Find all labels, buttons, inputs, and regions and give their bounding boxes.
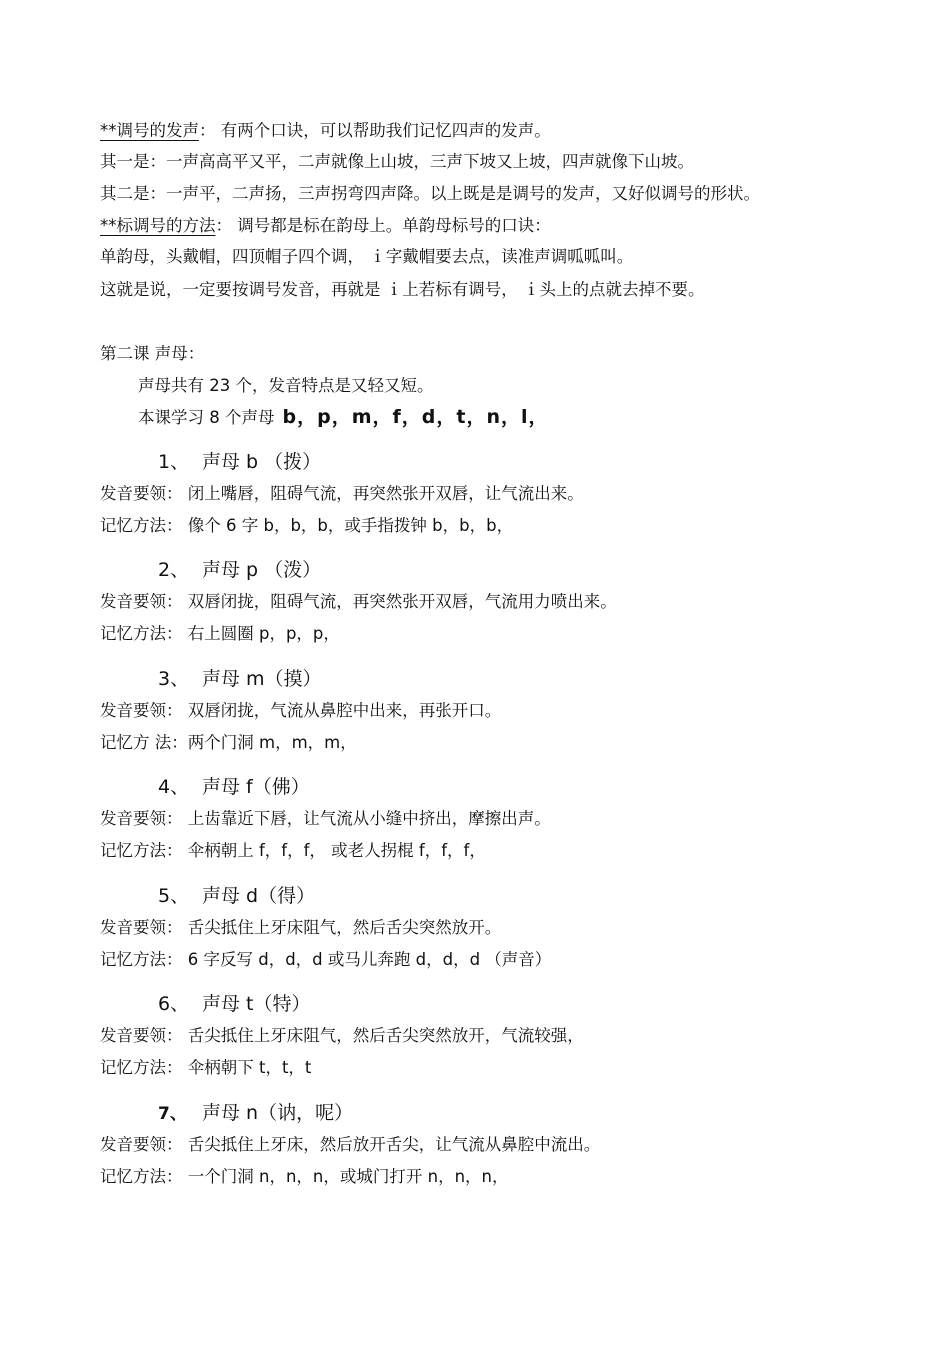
intro-line-6: 这就是说，一定要按调号发音，再就是 ｉ上若标有调号， ｉ头上的点就去掉不要。 bbox=[100, 280, 705, 299]
tone-mark-text: ： 调号都是标在韵母上。单韵母标号的口诀： bbox=[215, 216, 551, 235]
lesson-count: 声母共有 23 个，发音特点是又轻又短。 bbox=[138, 376, 434, 395]
pronunciation-line: 发音要领： 舌尖抵住上牙床阻气，然后舌尖突然放开，气流较强， bbox=[100, 1026, 584, 1045]
intro-line-1 bbox=[100, 121, 551, 141]
pronunciation-line: 发音要领： 舌尖抵住上牙床阻气，然后舌尖突然放开。 bbox=[100, 918, 502, 937]
pronunciation-line: 发音要领： 双唇闭拢，阻碍气流，再突然张开双唇，气流用力喷出来。 bbox=[100, 592, 617, 611]
section-number: 5、 bbox=[158, 885, 190, 907]
intro-line-4 bbox=[100, 216, 551, 236]
section-title: 声母 d（得） bbox=[202, 885, 316, 907]
section-title: 声母 p （泼） bbox=[202, 559, 322, 581]
memory-line: 记忆方法： 6 字反写 d，d，d 或马儿奔跑 d，d，d （声音） bbox=[100, 950, 552, 969]
memory-line: 记忆方法： 像个 6 字 b，b，b，或手指拨钟 b，b，b， bbox=[100, 516, 514, 535]
section-number: 2、 bbox=[158, 559, 190, 581]
section-heading bbox=[158, 667, 322, 691]
lesson-title: 第二课 声母： bbox=[100, 344, 205, 363]
section-title: 声母 n（讷，呢） bbox=[202, 1102, 354, 1124]
section-heading bbox=[158, 884, 315, 908]
pronunciation-line: 发音要领： 双唇闭拢，气流从鼻腔中出来，再张开口。 bbox=[100, 701, 502, 720]
section-number: 6、 bbox=[158, 993, 190, 1015]
section-heading bbox=[158, 558, 321, 582]
section-heading bbox=[158, 450, 321, 474]
section-heading bbox=[158, 992, 311, 1016]
memory-line: 记忆方法： 一个门洞 n，n，n，或城门打开 n，n，n， bbox=[100, 1167, 509, 1186]
memory-line: 记忆方 法：两个门洞 m，m，m， bbox=[100, 733, 357, 752]
lesson-study-line bbox=[138, 407, 549, 428]
memory-line: 记忆方法： 伞柄朝下 t，t，t bbox=[100, 1058, 312, 1077]
intro-line-2: 其一是：一声高高平又平，二声就像上山坡，三声下坡又上坡，四声就像下山坡。 bbox=[100, 152, 694, 171]
intro-line-3: 其二是：一声平，二声扬，三声拐弯四声降。以上既是是调号的发声，又好似调号的形状。 bbox=[100, 184, 760, 203]
pronunciation-line: 发音要领： 上齿靠近下唇，让气流从小缝中挤出，摩擦出声。 bbox=[100, 809, 551, 828]
section-title: 声母 f（佛） bbox=[202, 776, 310, 798]
pronunciation-line: 发音要领： 舌尖抵住上牙床，然后放开舌尖，让气流从鼻腔中流出。 bbox=[100, 1135, 601, 1154]
section-number: 1、 bbox=[158, 451, 190, 473]
tone-mark-heading: **标调号的方法 bbox=[100, 216, 216, 235]
pronunciation-line: 发音要领： 闭上嘴唇，阻碍气流，再突然张开双唇，让气流出来。 bbox=[100, 484, 584, 503]
intro-line-5: 单韵母，头戴帽，四顶帽子四个调， ｉ字戴帽要去点，读准声调呱呱叫。 bbox=[100, 247, 634, 266]
section-heading bbox=[158, 1101, 353, 1126]
tone-sound-text: ： 有两个口诀，可以帮助我们记忆四声的发声。 bbox=[199, 121, 551, 140]
section-title: 声母 t（特） bbox=[202, 993, 311, 1015]
tone-sound-heading: **调号的发声 bbox=[100, 121, 199, 140]
section-heading bbox=[158, 775, 310, 799]
lesson-study-letters: b，p，m，f，d，t，n，l， bbox=[282, 406, 549, 428]
lesson-study-prefix: 本课学习 8 个声母 bbox=[138, 408, 275, 427]
section-title: 声母 b （拨） bbox=[202, 451, 322, 473]
section-number: 3、 bbox=[158, 668, 190, 690]
memory-line: 记忆方法： 右上圆圈 p，p，p， bbox=[100, 624, 340, 643]
section-number: 7、 bbox=[158, 1104, 187, 1124]
section-title: 声母 m（摸） bbox=[202, 668, 322, 690]
section-number: 4、 bbox=[158, 776, 190, 798]
memory-line: 记忆方法： 伞柄朝上 f，f，f， 或老人拐棍 f，f，f， bbox=[100, 841, 486, 860]
